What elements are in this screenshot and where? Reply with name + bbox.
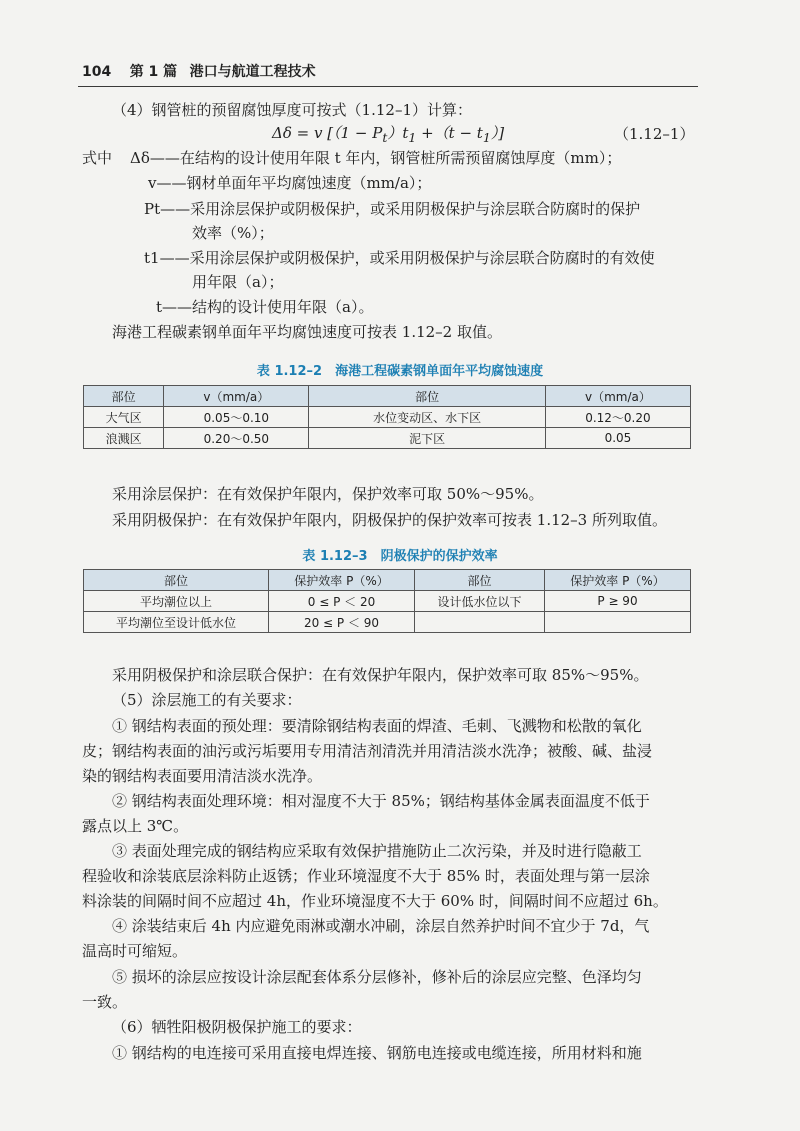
paragraph: 染的钢结构表面要用清洁淡水洗净。	[82, 767, 323, 785]
paragraph: 露点以上 3℃。	[82, 817, 189, 835]
table-row	[84, 407, 691, 428]
table-header: 部位	[84, 570, 269, 591]
table-header: v（mm/a）	[164, 386, 309, 407]
table-header: 保护效率 P（%）	[544, 570, 690, 591]
item-4-heading: （4）钢管桩的预留腐蚀厚度可按式（1.12–1）计算：	[112, 101, 472, 119]
paragraph: 料涂装的间隔时间不应超过 4h，作业环境湿度不大于 60% 时，间隔时间不应超过 6h。	[82, 892, 668, 910]
paragraph: 采用阴极保护和涂层联合保护：在有效保护年限内，保护效率可取 85%～95%。	[112, 666, 649, 684]
table-cell: 0.05～0.10	[164, 407, 309, 428]
table-header: 保护效率 P（%）	[269, 570, 415, 591]
table-cell: 平均潮位以上	[84, 591, 269, 612]
table-cell: 水位变动区、水下区	[309, 407, 545, 428]
table-cell: 浪溅区	[84, 428, 164, 449]
table-3-caption: 表 1.12–3 阴极保护的保护效率	[302, 549, 498, 564]
item-5-heading: （5）涂层施工的有关要求：	[112, 691, 302, 709]
definition-delta: Δδ——在结构的设计使用年限 t 年内，钢管桩所需预留腐蚀厚度（mm）；	[130, 149, 622, 167]
table-header: v（mm/a）	[545, 386, 690, 407]
table-cell: 平均潮位至设计低水位	[84, 612, 269, 633]
paragraph: 海港工程碳素钢单面年平均腐蚀速度可按表 1.12–2 取值。	[112, 323, 502, 341]
table-row	[84, 612, 691, 633]
protection-efficiency-table	[83, 569, 691, 633]
table-2-caption: 表 1.12–2 海港工程碳素钢单面年平均腐蚀速度	[256, 364, 544, 379]
table-header: 部位	[84, 386, 164, 407]
table-cell: 0.12～0.20	[545, 407, 690, 428]
part-label: 第 1 篇	[129, 64, 178, 80]
table-cell	[415, 612, 545, 633]
paragraph: 皮；钢结构表面的油污或污垢要用专用清洁剂清洗并用清洁淡水洗净；被酸、碱、盐浸	[82, 742, 653, 760]
definition-pt-cont: 效率（%）；	[192, 224, 274, 242]
table-cell: 0.20～0.50	[164, 428, 309, 449]
definition-pt: Pt——采用涂层保护或阴极保护，或采用阴极保护与涂层联合防腐时的保护	[144, 200, 641, 218]
where-label: 式中	[82, 149, 113, 167]
definition-t1: t1——采用涂层保护或阴极保护，或采用阴极保护与涂层联合防腐时的有效使	[144, 249, 655, 267]
formula-number: （1.12–1）	[614, 125, 695, 143]
table-cell: 0.05	[545, 428, 690, 449]
paragraph: 采用阴极保护：在有效保护年限内，阴极保护的保护效率可按表 1.12–3 所列取值。	[112, 511, 667, 529]
page-number: 104	[82, 64, 112, 80]
table-header: 部位	[309, 386, 545, 407]
table-cell: 设计低水位以下	[415, 591, 545, 612]
table-cell: P ≥ 90	[544, 591, 690, 612]
table-cell	[544, 612, 690, 633]
table-cell: 0 ≤ P ＜ 20	[269, 591, 415, 612]
header-rule	[78, 86, 698, 87]
paragraph: ② 钢结构表面处理环境：相对湿度不大于 85%；钢结构基体金属表面温度不低于	[112, 792, 650, 810]
paragraph: ⑤ 损坏的涂层应按设计涂层配套体系分层修补，修补后的涂层应完整、色泽均匀	[112, 968, 642, 986]
paragraph: ① 钢结构的电连接可采用直接电焊连接、钢筋电连接或电缆连接，所用材料和施	[112, 1044, 642, 1062]
item-6-heading: （6）牺牲阳极阴极保护施工的要求：	[112, 1018, 362, 1036]
formula: Δδ = v $[(1 - P_t)t_1 +(t - t_1)]$	[272, 124, 505, 145]
table-cell: 大气区	[84, 407, 164, 428]
definition-v: v——钢材单面年平均腐蚀速度（mm/a）；	[148, 174, 432, 192]
paragraph: 一致。	[82, 993, 128, 1011]
table-cell: 20 ≤ P ＜ 90	[269, 612, 415, 633]
paragraph: 采用涂层保护：在有效保护年限内，保护效率可取 50%～95%。	[112, 485, 544, 503]
table-cell: 泥下区	[309, 428, 545, 449]
definition-t: t——结构的设计使用年限（a）。	[156, 298, 374, 316]
table-row	[84, 591, 691, 612]
paragraph: 程验收和涂装底层涂料防止返锈；作业环境湿度不大于 85% 时，表面处理与第一层涂	[82, 867, 650, 885]
running-header	[82, 61, 316, 81]
paragraph: ① 钢结构表面的预处理：要清除钢结构表面的焊渣、毛刺、飞溅物和松散的氧化	[112, 717, 642, 735]
definition-t1-cont: 用年限（a）；	[192, 273, 284, 291]
paragraph: ③ 表面处理完成的钢结构应采取有效保护措施防止二次污染，并及时进行隐蔽工	[112, 842, 642, 860]
paragraph: ④ 涂装结束后 4h 内应避免雨淋或潮水冲刷，涂层自然养护时间不宜少于 7d，气	[112, 917, 650, 935]
part-title: 港口与航道工程技术	[189, 64, 316, 80]
paragraph: 温高时可缩短。	[82, 942, 188, 960]
table-row	[84, 428, 691, 449]
corrosion-rate-table	[83, 385, 691, 449]
table-header: 部位	[415, 570, 545, 591]
